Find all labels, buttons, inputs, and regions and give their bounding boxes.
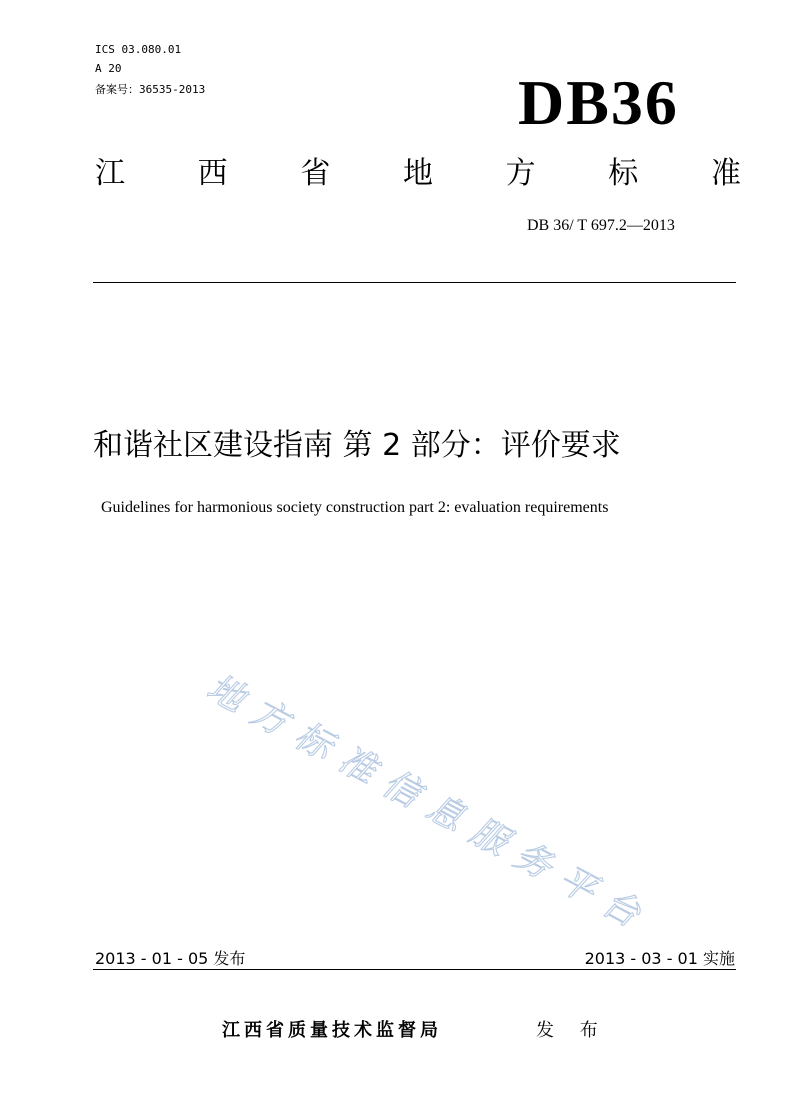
watermark-char: 地 <box>200 667 252 721</box>
standard-type-char: 省 <box>300 156 331 191</box>
publish-date: 2013 - 01 - 05 发布 <box>95 949 246 968</box>
watermark <box>200 655 650 945</box>
classification-code: A 20 <box>95 62 122 75</box>
standard-type-char: 标 <box>608 156 639 191</box>
watermark-char: 平 <box>551 858 603 912</box>
db-mark: DB36 <box>518 67 679 138</box>
ics-code: ICS 03.080.01 <box>95 43 182 56</box>
watermark-char: 台 <box>595 882 647 936</box>
watermark-char: 方 <box>244 691 296 745</box>
watermark-char: 息 <box>419 786 471 840</box>
watermark-char: 务 <box>507 834 559 888</box>
document-title-en: Guidelines for harmonious society construction part 2: evaluation requirements <box>101 499 609 516</box>
standard-type-heading <box>95 153 741 195</box>
header-divider <box>93 282 736 283</box>
publish-word: 发 布 <box>536 1020 608 1041</box>
watermark-char: 信 <box>375 762 427 816</box>
footer-divider <box>93 969 736 970</box>
record-number: 备案号：36535-2013 <box>95 83 206 96</box>
standard-type-char: 江 <box>95 156 125 191</box>
publisher-name: 江西省质量技术监督局 <box>222 1020 442 1041</box>
watermark-char: 准 <box>331 738 383 792</box>
standard-type-char: 地 <box>402 156 433 191</box>
watermark-char: 标 <box>287 714 340 769</box>
document-title-zh: 和谐社区建设指南 第 2 部分：评价要求 <box>93 428 621 463</box>
standard-type-char: 西 <box>197 156 228 191</box>
standard-type-char: 方 <box>505 156 536 191</box>
implement-date: 2013 - 03 - 01 实施 <box>584 949 735 968</box>
standard-type-char: 准 <box>710 156 741 191</box>
watermark-char: 服 <box>463 810 515 864</box>
standard-number: DB 36/ T 697.2—2013 <box>527 217 675 234</box>
